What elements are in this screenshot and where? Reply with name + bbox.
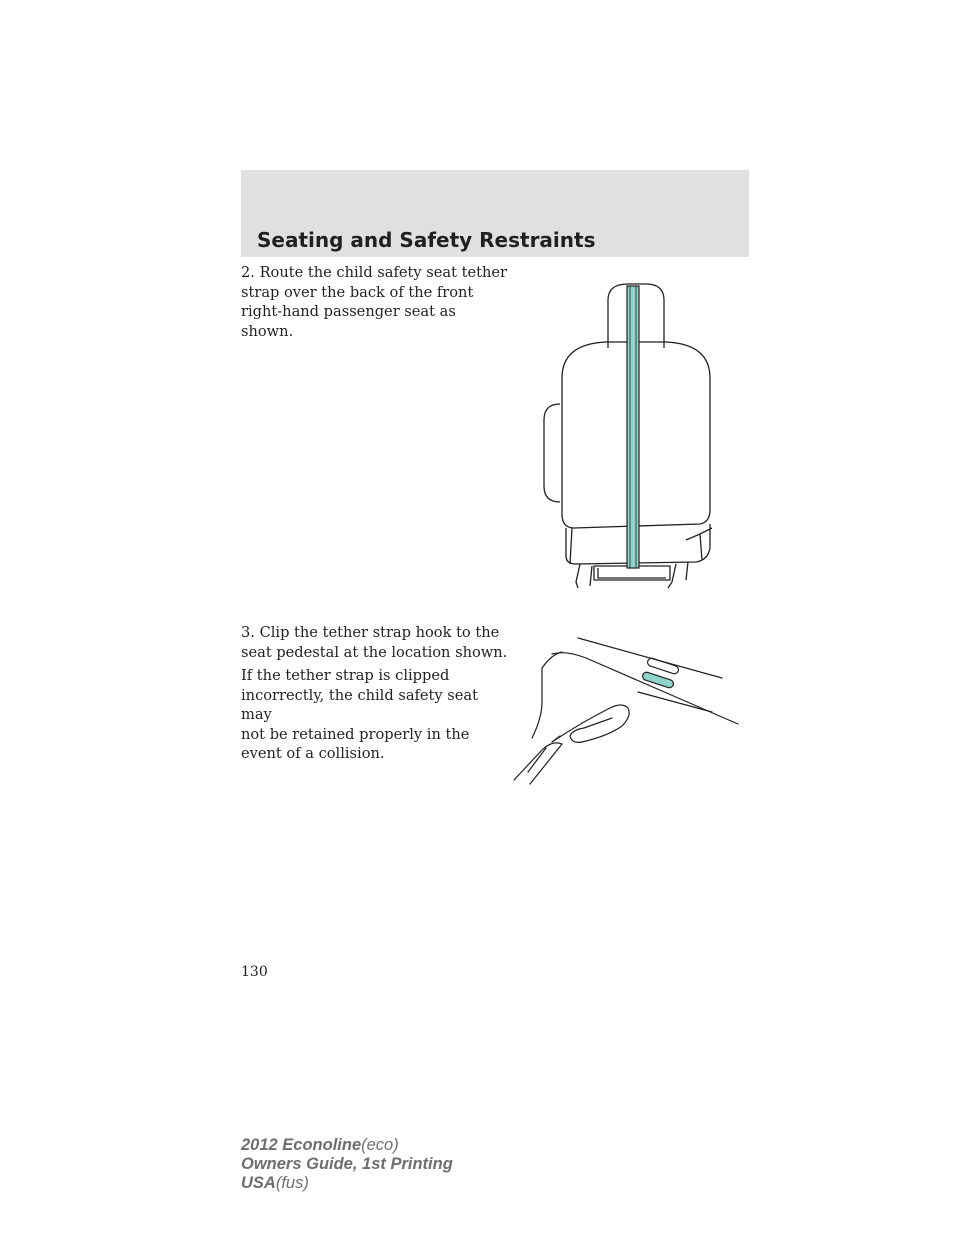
footer-line-2: Owners Guide, 1st Printing	[241, 1155, 453, 1173]
pedestal-edge	[552, 653, 738, 724]
tether-hook	[552, 705, 629, 742]
cushion-front-edge	[570, 528, 572, 564]
side-bolster-outline	[544, 404, 560, 502]
step-3-text: 3. Clip the tether strap hook to the seat pedestal at the location shown.	[241, 624, 508, 661]
pedestal-rail-mid	[532, 652, 562, 738]
document-footer	[241, 1136, 453, 1193]
step-2-text: 2. Route the child safety seat tether strap over the back of the front right-hand passenger seat as shown.	[241, 264, 507, 340]
tether-strap	[627, 286, 639, 568]
anchor-slot-bottom	[642, 671, 675, 688]
pedestal-inner	[598, 568, 666, 578]
page-number: 130	[241, 964, 268, 980]
section-title: Seating and Safety Restraints	[257, 228, 596, 252]
tether-strap-end	[514, 736, 562, 784]
anchor-slot-top	[647, 657, 680, 674]
footer-line-3: USA(fus)	[241, 1174, 309, 1192]
warning-text: If the tether strap is clipped incorrectly, the child safety seat may not be retained properly in the event of a collision.	[241, 667, 478, 762]
seat-tether-illustration	[536, 278, 722, 608]
tether-hook-illustration	[512, 632, 744, 788]
pedestal-lower	[638, 692, 712, 712]
footer-line-1: 2012 Econoline(eco)	[241, 1136, 399, 1154]
